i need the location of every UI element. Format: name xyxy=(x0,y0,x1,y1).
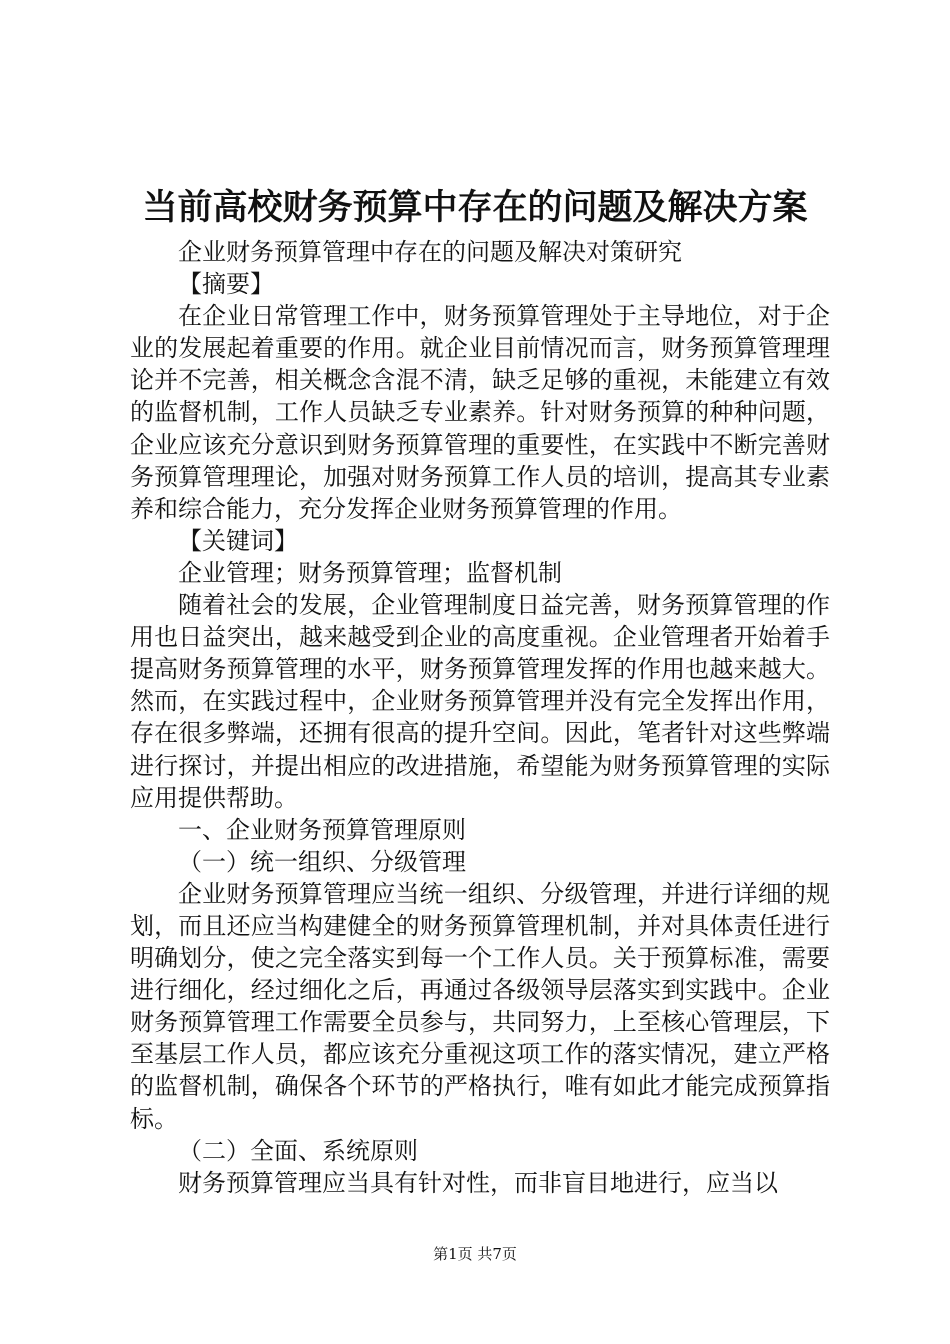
paragraph-keywords-heading: 【关键词】 xyxy=(178,526,298,555)
paragraph-section-1-1: 企业财务预算管理应当统一组织、分级管理，并进行详细的规划，而且还应当构建健全的财务预算管理机制，并对具体责任进行明确划分，使之完全落实到每一个工作人员。关于预算标准，需要进行细化，经过细化之后，再通过各级领导层落实到实践中。企业财务预算管理工作需要全员参与，共同努力，上至核心管理层，下至基层工作人员，都应该充分重视这项工作的落实情况，建立严格的监督机制，确保各个环节的严格执行，唯有如此才能完成预算指标。 xyxy=(130,879,830,1133)
section-heading-1: 一、企业财务预算管理原则 xyxy=(178,815,466,844)
paragraph-subtitle: 企业财务预算管理中存在的问题及解决对策研究 xyxy=(178,238,682,266)
subsection-heading-1: （一）统一组织、分级管理 xyxy=(178,847,466,876)
document-title: 当前高校财务预算中存在的问题及解决方案 xyxy=(142,187,808,228)
paragraph-abstract: 在企业日常管理工作中，财务预算管理处于主导地位，对于企业的发展起着重要的作用。就企业目前情况而言，财务预算管理理论并不完善，相关概念含混不清，缺乏足够的重视，未能建立有效的监督机制，工作人员缺乏专业素养。针对财务预算的种种问题，企业应该充分意识到财务预算管理的重要性，在实践中不断完善财务预算管理理论，加强对财务预算工作人员的培训，提高其专业素养和综合能力，充分发挥企业财务预算管理的作用。 xyxy=(130,302,830,523)
subsection-heading-2: （二）全面、系统原则 xyxy=(178,1136,418,1165)
paragraph-keywords: 企业管理；财务预算管理；监督机制 xyxy=(178,558,562,587)
paragraph-introduction: 随着社会的发展，企业管理制度日益完善，财务预算管理的作用也日益突出，越来越受到企业的高度重视。企业管理者开始着手提高财务预算管理的水平，财务预算管理发挥的作用也越来越大。然而，在实践过程中，企业财务预算管理并没有完全发挥出作用，存在很多弊端，还拥有很高的提升空间。因此，笔者针对这些弊端进行探讨，并提出相应的改进措施，希望能为财务预算管理的实际应用提供帮助。 xyxy=(130,591,830,812)
page-footer: 第1页 共7页 xyxy=(433,1245,517,1263)
paragraph-abstract-heading: 【摘要】 xyxy=(178,270,274,299)
document-body xyxy=(130,236,830,1199)
paragraph-section-1-2: 财务预算管理应当具有针对性，而非盲目地进行，应当以 xyxy=(178,1168,778,1197)
